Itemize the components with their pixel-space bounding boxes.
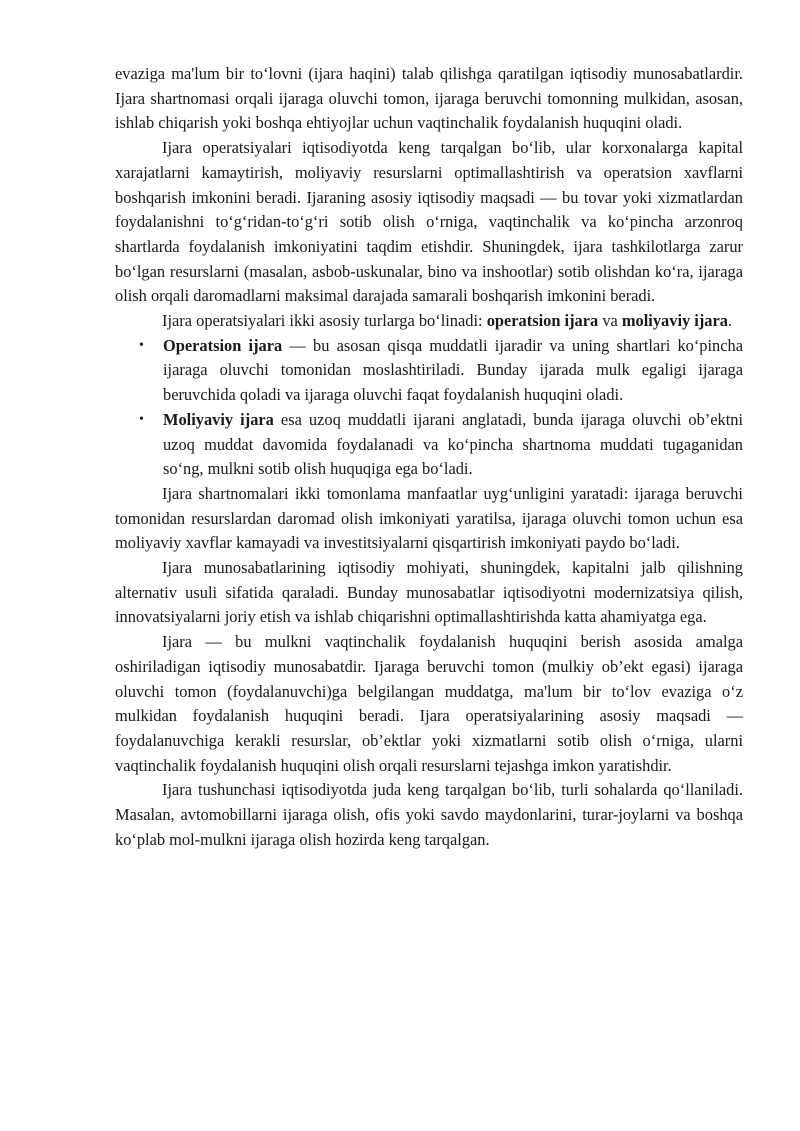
document-page — [115, 62, 743, 853]
paragraph-ijara-shartnomalari: Ijara shartnomalari ikki tomonlama manfaatlar uyg‘unligini yaratadi: ijaraga beruvchi tomonidan resurslardan daromad olish imkoniyati yaratilsa, ijaraga oluvchi tomon uchun esa moliyaviy xavflar kamayadi va investitsiyalarni qisqartirish imkoniyati paydo bo‘ladi. — [115, 483, 743, 553]
paragraph-ijara-turlari — [115, 309, 743, 334]
bullet-icon: • — [139, 337, 144, 353]
list-item-moliyaviy-ijara — [115, 408, 743, 482]
list-item-term: Moliyaviy ijara — [163, 409, 274, 429]
list-item-operatsion-ijara — [115, 334, 743, 408]
text-span: Ijara operatsiyalari ikki asosiy turlarga bo‘linadi: — [162, 311, 487, 331]
paragraph-ijara-tarifi: Ijara — bu mulkni vaqtinchalik foydalanish huquqini berish asosida amalga oshiriladigan iqtisodiy munosabatdir. Ijaraga beruvchi tomon (mulkiy ob’ekt egasi) ijaraga oluvchi tomon (foydalanuvchi)ga belgilangan muddatga, ma'lum bir to‘lov evaziga o‘z mulkidan foydalanish huquqini beradi. Ijara operatsiyalarining asosiy maqsadi — foydalanuvchiga kerakli resurslar, ob’ektlar yoki xizmatlarni sotib olish o‘rniga, ularni vaqtinchalik foydalanish huquqini olish orqali resurslarni tejashga imkon yaratishdir. — [115, 632, 743, 775]
term-moliyaviy-ijara: moliyaviy ijara — [621, 311, 728, 331]
bullet-icon: • — [139, 411, 144, 427]
list-item-text: — bu asosan qisqa muddatli ijaradir va uning shartlari ko‘pincha ijaraga oluvchi tomonidan moslashtiriladi. Bunday ijarada mulk egaligi ijaraga beruvchida qoladi va ijaraga oluvchi faqat foydalanish huquqini oladi. — [163, 335, 743, 405]
paragraph-ijara-munosabatlari: Ijara munosabatlarining iqtisodiy mohiyati, shuningdek, kapitalni jalb qilishning alternativ usuli sifatida qaraladi. Bunday munosabatlar iqtisodiyotni modernizatsiya qilish, innovatsiyalarni joriy etish va ishlab chiqarishni optimallashtirishda katta ahamiyatga ega. — [115, 558, 743, 627]
bullet-list — [115, 334, 743, 482]
list-item-term: Operatsion ijara — [163, 335, 283, 355]
paragraph-ijara-operatsiyalari: Ijara operatsiyalari iqtisodiyotda keng tarqalgan bo‘lib, ular korxonalarga kapital xarajatlarni kamaytirish, moliyaviy resurslarni optimallashtirish va operatsion xavflarni boshqarish imkonini beradi. Ijaraning asosiy iqtisodiy maqsadi — bu tovar yoki xizmatlardan foydalanishni to‘g‘ridan-to‘g‘ri sotib olish o‘rniga, vaqtinchalik va ko‘pincha arzonroq shartlarda foydalanish imkoniyatini taqdim etishdir. Shuningdek, ijara tashkilotlarga zarur bo‘lgan resurslarni (masalan, asbob-uskunalar, bino va inshootlar) sotib olishdan ko‘ra, ijaraga olish orqali daromadlarni maksimal darajada samarali boshqarish imkonini beradi. — [115, 138, 743, 306]
list-item-text: esa uzoq muddatli ijarani anglatadi, bunda ijaraga oluvchi ob’ektni uzoq muddat davomida foydalanadi va ko‘pincha shartnoma muddati tugaganidan so‘ng, mulkni sotib olish huquqiga ega bo‘ladi. — [163, 409, 743, 479]
term-operatsion-ijara: operatsion ijara — [486, 311, 599, 331]
text-span: . — [727, 311, 733, 331]
text-span: va — [598, 311, 622, 331]
paragraph-continuation: evaziga ma'lum bir to‘lovni (ijara haqini) talab qilishga qaratilgan iqtisodiy munosabatlardir. Ijara shartnomasi orqali ijaraga oluvchi tomon, ijaraga beruvchi tomonning mulkidan, asosan, ishlab chiqarish yoki boshqa ehtiyojlar uchun vaqtinchalik foydalanish huquqini oladi. — [115, 64, 743, 133]
paragraph-ijara-tushunchasi: Ijara tushunchasi iqtisodiyotda juda keng tarqalgan bo‘lib, turli sohalarda qo‘llaniladi. Masalan, avtomobillarni ijaraga olish, ofis yoki savdo maydonlarini, turar-joylarni va boshqa ko‘plab mol-mulkni ijaraga olish hozirda keng tarqalgan. — [115, 780, 743, 849]
